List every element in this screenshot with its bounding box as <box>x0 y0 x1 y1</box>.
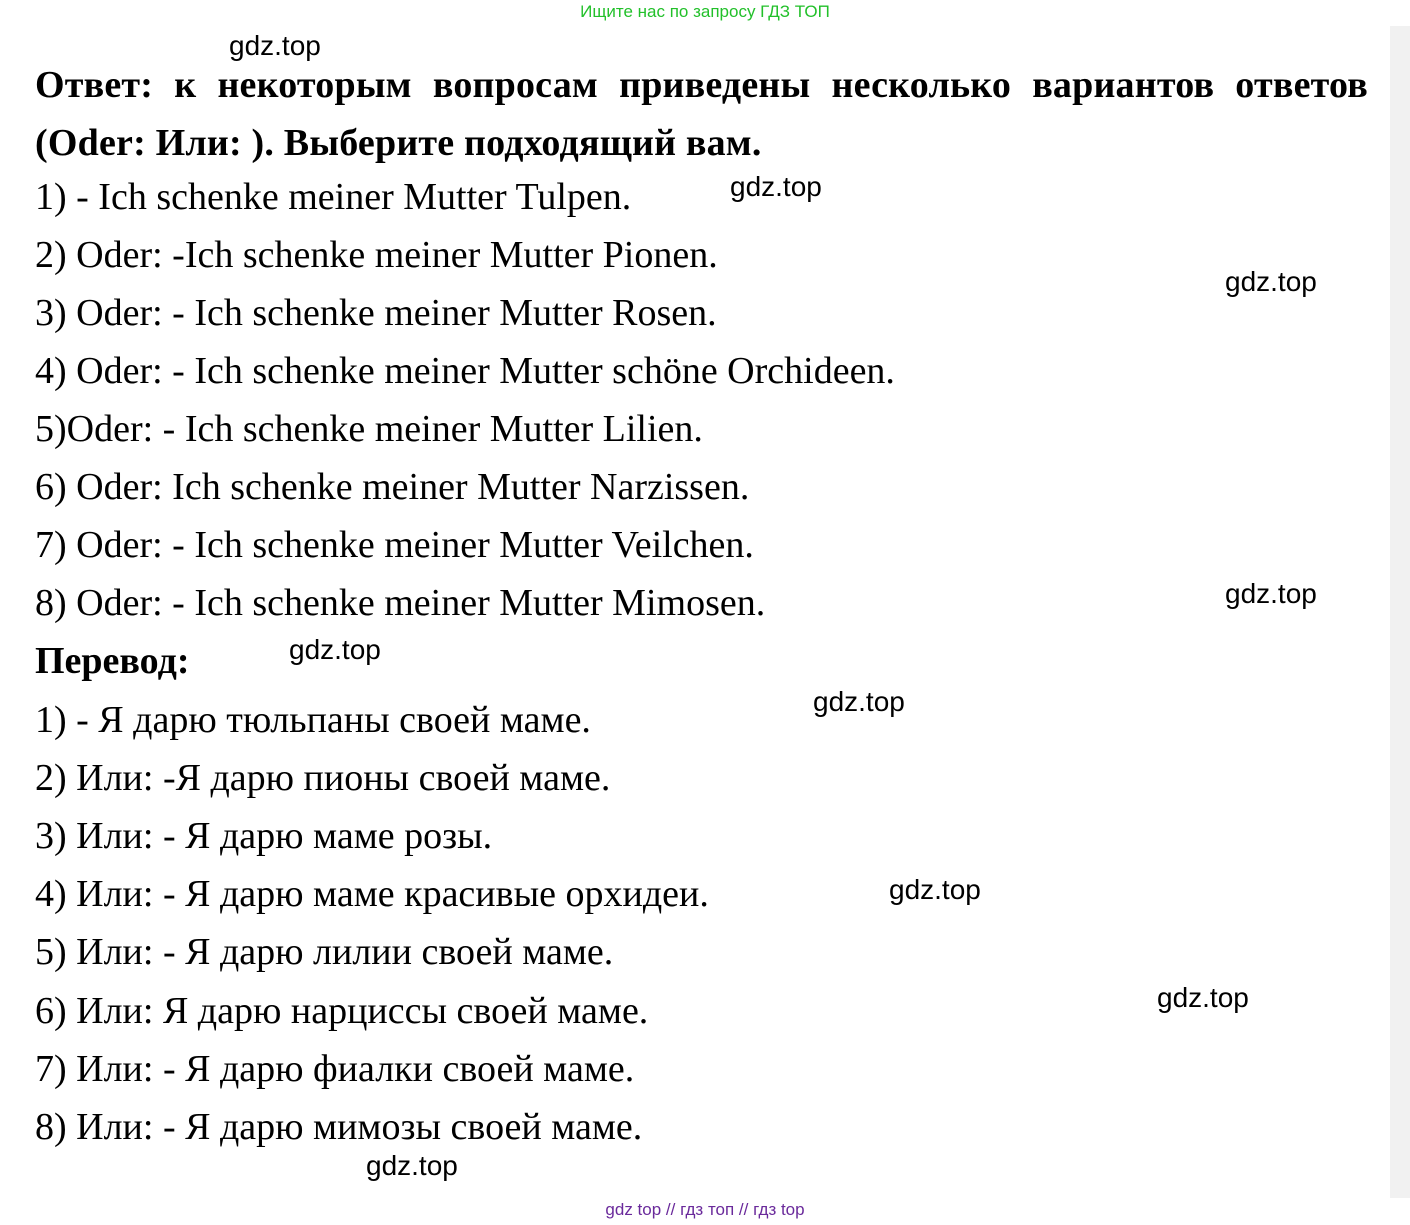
russian-line-6: 6) Или: Я дарю нарциссы своей маме. <box>35 990 649 1032</box>
german-line-1: 1) - Ich schenke meiner Mutter Tulpen. <box>35 176 632 218</box>
russian-line-5: 5) Или: - Я дарю лилии своей маме. <box>35 931 614 973</box>
german-line-2: 2) Oder: -Ich schenke meiner Mutter Pionen. <box>35 234 718 276</box>
watermark: gdz.top <box>289 634 381 665</box>
german-line-8: 8) Oder: - Ich schenke meiner Mutter Mimosen. <box>35 582 766 624</box>
watermark: gdz.top <box>813 686 905 717</box>
watermark: gdz.top <box>730 171 822 202</box>
russian-line-1: 1) - Я дарю тюльпаны своей маме. <box>35 699 591 741</box>
top-banner: Ищите нас по запросу ГДЗ ТОП <box>580 2 830 21</box>
watermark: gdz.top <box>1225 578 1317 609</box>
scrollbar[interactable] <box>1390 26 1410 1198</box>
german-line-5: 5)Oder: - Ich schenke meiner Mutter Lilien. <box>35 408 703 450</box>
russian-line-4: 4) Или: - Я дарю маме красивые орхидеи. <box>35 873 709 915</box>
german-line-4: 4) Oder: - Ich schenke meiner Mutter schöne Orchideen. <box>35 350 895 392</box>
footer-links[interactable]: gdz top // гдз топ // гдз top <box>605 1200 805 1219</box>
russian-line-2: 2) Или: -Я дарю пионы своей маме. <box>35 757 611 799</box>
answer-heading: Ответ: к некоторым вопросам приведены несколько вариантов ответов (Oder: Или: ). Выберите подходящий вам. <box>35 64 1368 164</box>
watermark: gdz.top <box>229 30 321 61</box>
german-line-3: 3) Oder: - Ich schenke meiner Mutter Rosen. <box>35 292 717 334</box>
watermark: gdz.top <box>1157 982 1249 1013</box>
german-line-7: 7) Oder: - Ich schenke meiner Mutter Veilchen. <box>35 524 754 566</box>
russian-line-7: 7) Или: - Я дарю фиалки своей маме. <box>35 1048 635 1090</box>
translation-heading: Перевод: <box>35 640 190 682</box>
russian-line-3: 3) Или: - Я дарю маме розы. <box>35 815 493 857</box>
watermark: gdz.top <box>889 874 981 905</box>
russian-line-8: 8) Или: - Я дарю мимозы своей маме. <box>35 1106 643 1148</box>
german-line-6: 6) Oder: Ich schenke meiner Mutter Narzissen. <box>35 466 750 508</box>
watermark: gdz.top <box>1225 266 1317 297</box>
watermark: gdz.top <box>366 1150 458 1181</box>
